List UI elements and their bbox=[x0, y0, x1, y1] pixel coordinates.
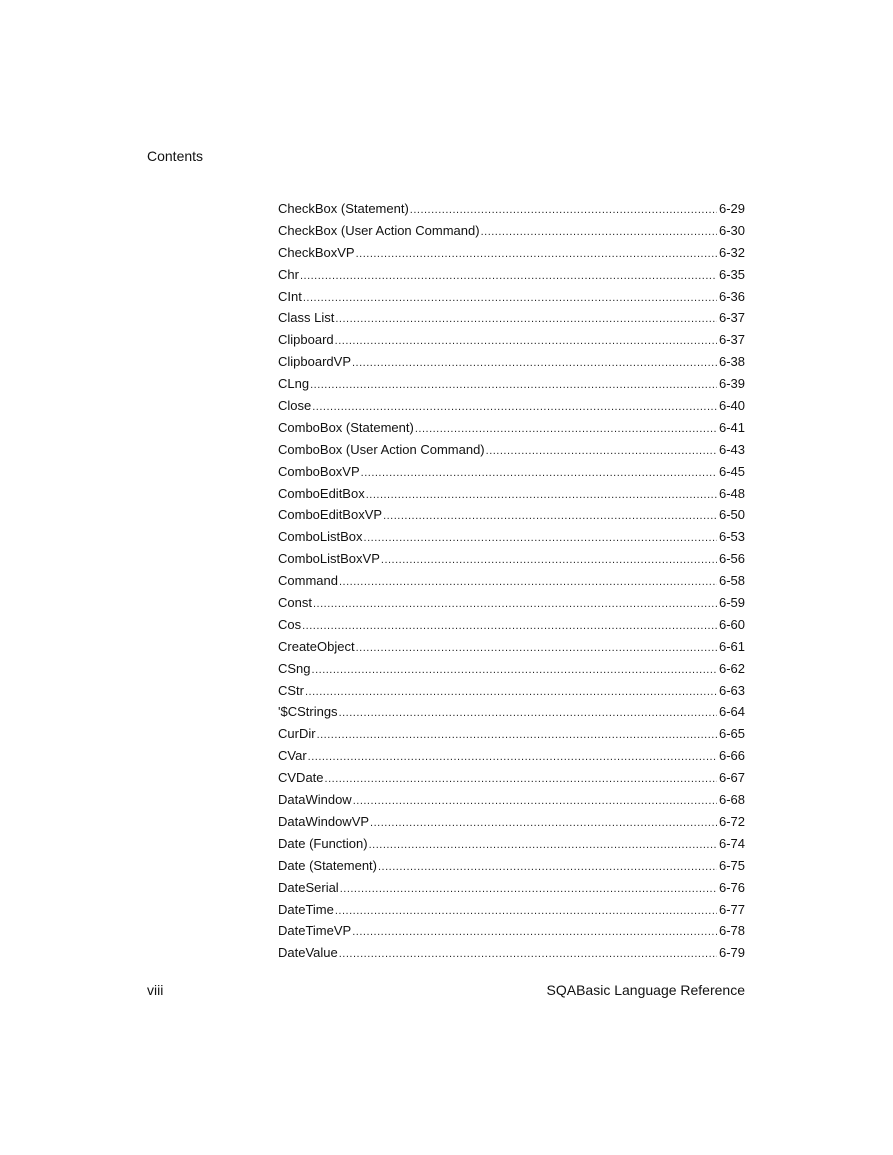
toc-entry-page: 6-43 bbox=[718, 441, 745, 457]
toc-entry-page: 6-74 bbox=[718, 835, 745, 851]
toc-dot-leader bbox=[364, 528, 717, 548]
toc-entry[interactable] bbox=[278, 636, 745, 658]
toc-entry-page: 6-66 bbox=[718, 748, 745, 764]
page-header-title: Contents bbox=[147, 148, 204, 164]
toc-entry-title: ComboListBox bbox=[278, 529, 363, 545]
toc-entry[interactable] bbox=[278, 701, 745, 723]
table-of-contents bbox=[278, 198, 745, 964]
toc-dot-leader bbox=[325, 769, 717, 789]
toc-entry-page: 6-50 bbox=[718, 507, 745, 523]
toc-entry-title: CLng bbox=[278, 376, 310, 392]
toc-dot-leader bbox=[312, 397, 717, 417]
toc-entry-page: 6-48 bbox=[718, 485, 745, 501]
toc-entry-page: 6-65 bbox=[718, 726, 745, 742]
toc-entry[interactable] bbox=[278, 680, 745, 702]
toc-entry-title: CVDate bbox=[278, 770, 324, 786]
toc-dot-leader bbox=[361, 463, 717, 483]
toc-entry-title: Command bbox=[278, 573, 338, 589]
toc-entry-title: ComboEditBoxVP bbox=[278, 507, 383, 523]
toc-dot-leader bbox=[312, 660, 717, 680]
toc-dot-leader bbox=[383, 506, 717, 526]
toc-entry-title: ClipboardVP bbox=[278, 354, 351, 370]
toc-dot-leader bbox=[353, 791, 717, 811]
toc-entry-title: ComboListBoxVP bbox=[278, 551, 380, 567]
toc-dot-leader bbox=[300, 266, 717, 286]
toc-entry-page: 6-76 bbox=[718, 879, 745, 895]
toc-entry[interactable] bbox=[278, 570, 745, 592]
toc-entry-page: 6-79 bbox=[718, 945, 745, 961]
toc-entry[interactable] bbox=[278, 899, 745, 921]
toc-entry-title: CheckBoxVP bbox=[278, 244, 355, 260]
toc-entry[interactable] bbox=[278, 592, 745, 614]
toc-entry-page: 6-32 bbox=[718, 244, 745, 260]
toc-entry[interactable] bbox=[278, 483, 745, 505]
toc-entry-page: 6-78 bbox=[718, 923, 745, 939]
toc-entry-title: Date (Statement) bbox=[278, 857, 377, 873]
toc-entry[interactable] bbox=[278, 439, 745, 461]
toc-entry-title: CheckBox (User Action Command) bbox=[278, 222, 480, 238]
toc-entry-title: DateSerial bbox=[278, 879, 339, 895]
toc-entry-title: Chr bbox=[278, 266, 299, 282]
toc-entry[interactable] bbox=[278, 198, 745, 220]
toc-entry[interactable] bbox=[278, 833, 745, 855]
toc-entry[interactable] bbox=[278, 373, 745, 395]
toc-entry-page: 6-35 bbox=[718, 266, 745, 282]
toc-entry[interactable] bbox=[278, 855, 745, 877]
toc-entry-title: ComboBoxVP bbox=[278, 463, 360, 479]
toc-entry-page: 6-38 bbox=[718, 354, 745, 370]
toc-entry-title: Cos bbox=[278, 616, 302, 632]
toc-entry[interactable] bbox=[278, 942, 745, 964]
toc-entry[interactable] bbox=[278, 920, 745, 942]
toc-entry[interactable] bbox=[278, 307, 745, 329]
toc-dot-leader bbox=[366, 485, 717, 505]
toc-entry-page: 6-41 bbox=[718, 419, 745, 435]
toc-entry-page: 6-61 bbox=[718, 638, 745, 654]
toc-dot-leader bbox=[356, 244, 717, 264]
toc-entry-page: 6-63 bbox=[718, 682, 745, 698]
toc-entry-title: Class List bbox=[278, 310, 335, 326]
toc-entry-page: 6-37 bbox=[718, 310, 745, 326]
toc-entry[interactable] bbox=[278, 789, 745, 811]
toc-dot-leader bbox=[310, 375, 717, 395]
toc-dot-leader bbox=[308, 747, 717, 767]
toc-dot-leader bbox=[303, 288, 717, 308]
toc-entry[interactable] bbox=[278, 658, 745, 680]
toc-entry[interactable] bbox=[278, 286, 745, 308]
toc-dot-leader bbox=[340, 879, 717, 899]
toc-entry-page: 6-62 bbox=[718, 660, 745, 676]
toc-entry-title: CStr bbox=[278, 682, 304, 698]
toc-dot-leader bbox=[313, 594, 717, 614]
toc-dot-leader bbox=[335, 309, 717, 329]
toc-entry-title: CInt bbox=[278, 288, 302, 304]
toc-entry-title: Const bbox=[278, 595, 312, 611]
toc-dot-leader bbox=[369, 835, 717, 855]
toc-dot-leader bbox=[305, 682, 717, 702]
toc-dot-leader bbox=[339, 944, 717, 964]
toc-entry[interactable] bbox=[278, 526, 745, 548]
toc-entry-title: Close bbox=[278, 398, 312, 414]
toc-dot-leader bbox=[370, 813, 717, 833]
toc-dot-leader bbox=[356, 638, 717, 658]
footer-book-title: SQABasic Language Reference bbox=[546, 982, 745, 998]
toc-entry-page: 6-45 bbox=[718, 463, 745, 479]
toc-entry[interactable] bbox=[278, 767, 745, 789]
toc-entry-page: 6-77 bbox=[718, 901, 745, 917]
toc-dot-leader bbox=[302, 616, 717, 636]
toc-entry[interactable] bbox=[278, 548, 745, 570]
toc-entry-title: ComboEditBox bbox=[278, 485, 365, 501]
toc-entry[interactable] bbox=[278, 417, 745, 439]
toc-entry-page: 6-67 bbox=[718, 770, 745, 786]
toc-dot-leader bbox=[339, 572, 717, 592]
toc-entry-page: 6-29 bbox=[718, 201, 745, 216]
toc-dot-leader bbox=[410, 200, 717, 220]
toc-entry-page: 6-58 bbox=[718, 573, 745, 589]
toc-dot-leader bbox=[381, 550, 717, 570]
toc-entry-page: 6-39 bbox=[718, 376, 745, 392]
toc-entry[interactable] bbox=[278, 220, 745, 242]
toc-entry[interactable] bbox=[278, 745, 745, 767]
toc-dot-leader bbox=[335, 331, 717, 351]
toc-entry-title: DateValue bbox=[278, 945, 338, 961]
toc-entry-title: Date (Function) bbox=[278, 835, 368, 851]
toc-entry-title: Clipboard bbox=[278, 332, 334, 348]
toc-entry[interactable] bbox=[278, 242, 745, 264]
toc-entry[interactable] bbox=[278, 614, 745, 636]
toc-entry-title: CurDir bbox=[278, 726, 316, 742]
toc-entry-page: 6-53 bbox=[718, 529, 745, 545]
toc-dot-leader bbox=[335, 901, 717, 921]
toc-dot-leader bbox=[352, 922, 717, 942]
toc-entry[interactable] bbox=[278, 329, 745, 351]
toc-entry-page: 6-37 bbox=[718, 332, 745, 348]
toc-entry-page: 6-60 bbox=[718, 616, 745, 632]
toc-entry[interactable] bbox=[278, 351, 745, 373]
toc-entry-title: DataWindow bbox=[278, 792, 352, 808]
toc-dot-leader bbox=[317, 725, 717, 745]
toc-entry-page: 6-59 bbox=[718, 595, 745, 611]
toc-entry-page: 6-56 bbox=[718, 551, 745, 567]
toc-entry[interactable] bbox=[278, 811, 745, 833]
toc-dot-leader bbox=[481, 222, 717, 242]
toc-entry-page: 6-75 bbox=[718, 857, 745, 873]
toc-entry-title: DataWindowVP bbox=[278, 813, 370, 829]
toc-dot-leader bbox=[378, 857, 717, 877]
toc-entry[interactable] bbox=[278, 264, 745, 286]
toc-entry-page: 6-36 bbox=[718, 288, 745, 304]
toc-entry-page: 6-30 bbox=[718, 222, 745, 238]
toc-dot-leader bbox=[415, 419, 717, 439]
toc-entry-title: CSng bbox=[278, 660, 311, 676]
toc-entry[interactable] bbox=[278, 723, 745, 745]
toc-entry[interactable] bbox=[278, 877, 745, 899]
toc-dot-leader bbox=[352, 353, 717, 373]
toc-entry[interactable] bbox=[278, 504, 745, 526]
toc-entry-title: CVar bbox=[278, 748, 307, 764]
toc-entry-title: ComboBox (Statement) bbox=[278, 419, 414, 435]
toc-entry[interactable] bbox=[278, 461, 745, 483]
toc-dot-leader bbox=[486, 441, 717, 461]
toc-entry-title: CheckBox (Statement) bbox=[278, 201, 409, 216]
toc-dot-leader bbox=[339, 703, 717, 723]
toc-entry-page: 6-64 bbox=[718, 704, 745, 720]
toc-entry[interactable] bbox=[278, 395, 745, 417]
toc-entry-title: ComboBox (User Action Command) bbox=[278, 441, 485, 457]
toc-entry-page: 6-72 bbox=[718, 813, 745, 829]
toc-entry-title: DateTimeVP bbox=[278, 923, 352, 939]
footer-page-number: viii bbox=[147, 982, 164, 998]
toc-entry-title: DateTime bbox=[278, 901, 334, 917]
toc-entry-title: CreateObject bbox=[278, 638, 355, 654]
toc-entry-title: '$CStrings bbox=[278, 704, 338, 720]
toc-entry-page: 6-40 bbox=[718, 398, 745, 414]
toc-entry-page: 6-68 bbox=[718, 792, 745, 808]
